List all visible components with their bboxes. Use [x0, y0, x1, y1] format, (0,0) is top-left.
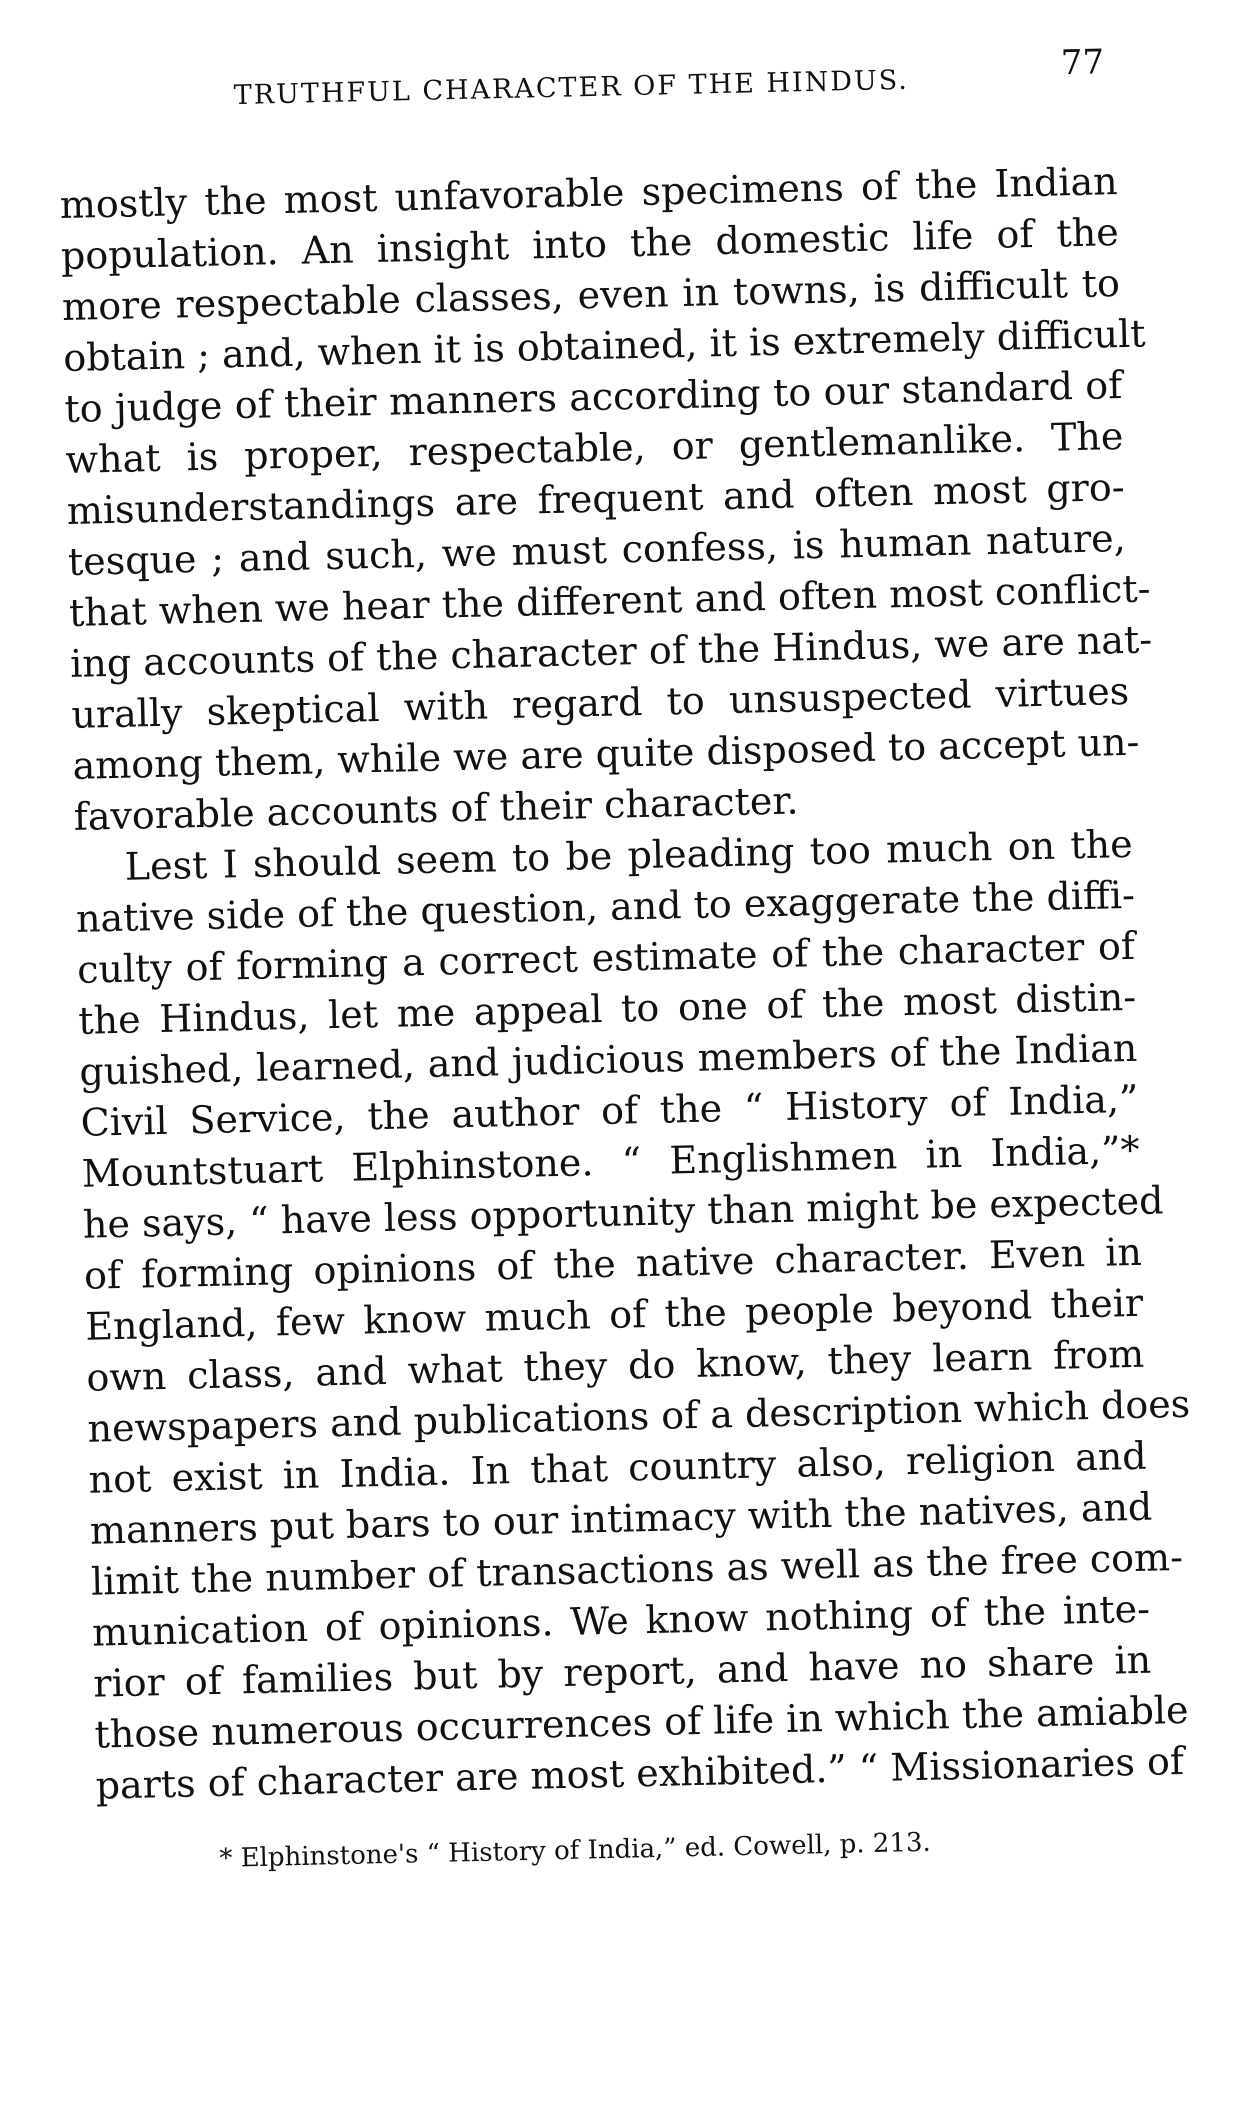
text-line: more respectable classes, even in towns, is difficult to	[61, 261, 1121, 330]
text-line: tesque ; and such, we must confess, is human nature,	[67, 515, 1127, 584]
text-line: population. An insight into the domestic life of the	[60, 210, 1120, 279]
text-line: mostly the most unfavorable specimens of the Indian	[59, 159, 1119, 228]
text-line: not exist in India. In that country also, religion and	[88, 1433, 1147, 1502]
text-line: favorable accounts of their character.	[73, 778, 799, 839]
text-line: urally skeptical with regard to unsuspected virtues	[70, 668, 1130, 737]
text-line: munication of opinions. We know nothing of the inte-	[91, 1586, 1151, 1655]
text-line: the Hindus, let me appeal to one of the most distin-	[77, 974, 1137, 1043]
text-line: guished, learned, and judicious members of the Indian	[78, 1025, 1138, 1094]
text-line: limit the number of transactions as well as the free com-	[90, 1534, 1184, 1604]
text-line: of forming opinions of the native character. Even in	[83, 1229, 1143, 1298]
text-line: among them, while we are quite disposed to accept un-	[72, 719, 1140, 788]
text-line: Mountstuart Elphinstone. “ Englishmen in India,”*	[81, 1127, 1141, 1196]
body-text	[59, 156, 1191, 1812]
text-line: obtain ; and, when it is obtained, it is extremely difficult	[62, 311, 1146, 381]
text-line: culty of forming a correct estimate of the character of	[76, 923, 1136, 992]
text-line: Lest I should seem to be pleading too much on the	[124, 821, 1134, 889]
text-line: rior of families but by report, and have no share in	[92, 1637, 1152, 1706]
footnote: * Elphinstone's “ History of India,” ed. Cowell, p. 213.	[219, 1827, 932, 1874]
text-line: own class, and what they do know, they learn from	[85, 1331, 1145, 1400]
text-line: newspapers and publications of a description which does	[87, 1381, 1191, 1451]
text-line: manners put bars to our intimacy with the natives, and	[89, 1484, 1153, 1553]
text-line: that when we hear the different and often most conflict-	[68, 566, 1151, 635]
running-title: TRUTHFUL CHARACTER OF THE HINDUS.	[233, 64, 910, 112]
text-line: those numerous occurrences of life in which the amiable	[94, 1687, 1190, 1757]
text-line: to judge of their manners according to our standard of	[63, 363, 1123, 431]
page-number: 77	[1060, 42, 1105, 84]
text-line: what is proper, respectable, or gentlemanlike. The	[65, 413, 1124, 482]
text-line: Civil Service, the author of the “ History of India,”	[80, 1076, 1139, 1145]
text-line: ing accounts of the character of the Hindus, we are nat-	[69, 617, 1153, 686]
text-line: he says, “ have less opportunity than might be expected	[82, 1178, 1164, 1247]
text-line: misunderstandings are frequent and often most gro-	[66, 464, 1125, 533]
text-line: native side of the question, and to exaggerate the diffi-	[75, 872, 1136, 941]
text-line: England, few know much of the people beyond their	[84, 1280, 1144, 1349]
text-line: parts of character are most exhibited.” “ Missionaries of	[95, 1738, 1185, 1808]
